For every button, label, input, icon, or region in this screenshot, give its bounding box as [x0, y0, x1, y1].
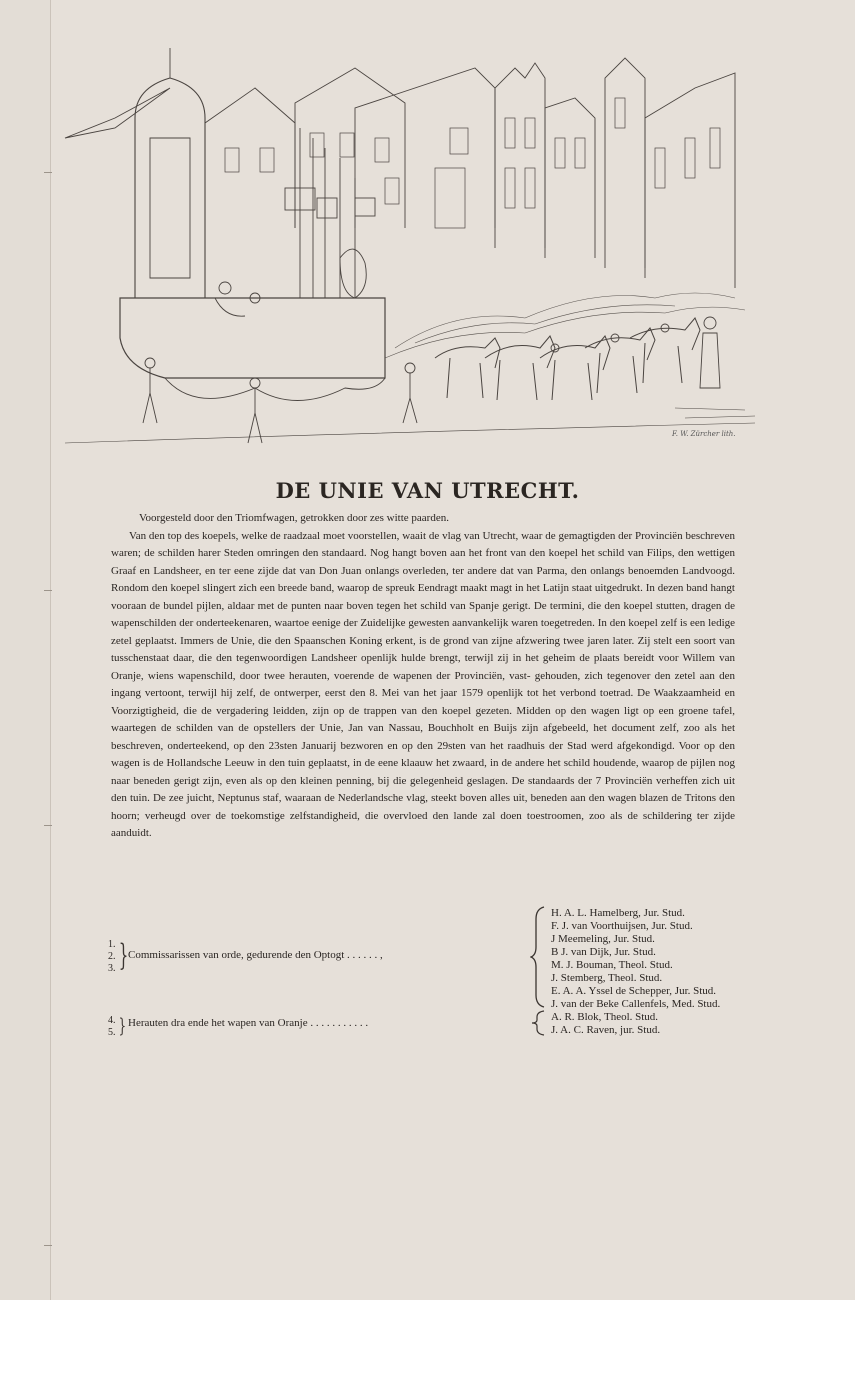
paragraph-line: gehouden, zich tegenover den zetel aan den ingang vertoont, terwijl hij zelf, de ontwerper, eerst den 8. Mei van het jaar	[111, 669, 735, 699]
group-label: Herauten dra ende het wapen van Oranje . . . . . . . . . . .	[128, 1017, 369, 1029]
list-number: 3.	[108, 963, 116, 974]
list-number: 5.	[108, 1027, 116, 1038]
paragraph-line: waarop de pijlen nog naar beneden gerigt zijn, even als op den kleinen penning, bij die gelegenheid geslagen. De standaards	[111, 757, 735, 787]
list-item: H. A. L. Hamelberg, Jur. Stud.	[551, 907, 685, 919]
paragraph-line: een soort van tusschenstaat daar, die den tegenwoordigen Landsheer openlijk hulde brengt, terwijl zij in het geheim	[111, 634, 736, 664]
brace-icon	[530, 905, 546, 1009]
list-item: J. van der Beke Callenfels, Med. Stud.	[551, 998, 721, 1010]
paragraph-line: de plaats bereidt voor Willem van Oranje, wiens wapenschild, door twee herauten, voerende de wapenen der Provinciën, vast-	[111, 652, 735, 682]
participants-list	[108, 905, 788, 1045]
list-number: 4.	[108, 1015, 116, 1026]
binding-stitch	[44, 1245, 52, 1246]
paragraph-line: boven alles uit, beneden aan den wagen blazen de Tritons den hoorn; verheugd over de toekomstige zelfstandigheid,	[111, 792, 735, 822]
paragraph-line: van den koepel gezeten. Midden op den wagen ligt op een groene tafel, waartegen de schilden van de opstellers der Unie,	[111, 704, 736, 734]
binding-stitch	[44, 590, 52, 591]
subtitle: Voorgesteld door den Triomfwagen, getrokken door zes witte paarden.	[139, 512, 449, 524]
page-bottom-margin	[0, 1300, 855, 1390]
paragraph-line: der 7 Provinciën verheffen zich uit den tuin. De zee juicht, Neptunus staf, waaraan de Nederlandsche vlag, steekt	[111, 774, 736, 804]
paragraph-line: punten naar boven tegen het schild van Spanje gerigt. De termini, die den koepel stutten, dragen de wapenschilden der	[111, 599, 736, 629]
list-item: J. Stemberg, Theol. Stud.	[551, 972, 663, 984]
paragraph-line: die overvloed den lande zal doen toestroomen, zoo als de schildering ter zijde aanduidt.	[111, 809, 736, 839]
list-item: E. A. A. Yssel de Schepper, Jur. Stud.	[551, 985, 717, 997]
adjacent-page-edge	[0, 0, 51, 1300]
list-number: 2.	[108, 951, 116, 962]
binding-stitch	[44, 825, 52, 826]
paragraph-line: de spreuk Eendragt maakt magt in het Latijn staat uitgedrukt. In dezen band hangt vooraan de bundel pijlen, aldaar met de	[111, 582, 735, 612]
list-item: J. A. C. Raven, jur. Stud.	[551, 1024, 661, 1036]
brace-icon	[530, 1009, 546, 1037]
paragraph-line: front van den koepel het schild van Filips, den wettigen Graaf en Landsheer, en ter eene zijde dat van Don Juan onlangs	[111, 547, 736, 577]
paragraph-line: Van den top des koepels, welke de raadzaal moet voorstellen, waait de vlag van Utrecht, waar de gemagtigden	[129, 529, 616, 542]
paragraph-line: onderteekenaren, waartoe eenige der Zuidelijke gewesten aanvankelijk waren toegetreden. In den koepel zelf is een ledige zetel	[111, 617, 736, 647]
list-item: M. J. Bouman, Theol. Stud.	[551, 959, 673, 971]
description-text	[111, 510, 735, 843]
paragraph-line: overleden, ter andere dat van Parma, den onlangs benoemden Landvoogd. Rondom den koepel slingert zich een breede band, waarop	[111, 564, 736, 594]
group-names	[551, 907, 720, 1011]
page-title: DE UNIE VAN UTRECHT.	[275, 478, 580, 504]
group-label: Commissarissen van orde, gedurende den Optogt . . . . . . ,	[128, 949, 383, 961]
brace-icon: }	[118, 938, 129, 973]
list-item: B J. van Dijk, Jur. Stud.	[551, 946, 656, 958]
list-number: 1.	[108, 939, 116, 950]
brace-icon: }	[118, 1013, 127, 1037]
paragraph-line: 1579 openlijk tot het verbond toetrad. De Waakzaamheid en Voorzigtigheid, die de vergadering leidden, zijn op de trappen	[111, 687, 735, 717]
triumphal-wagon-illustration	[55, 48, 760, 453]
list-item: A. R. Blok, Theol. Stud.	[551, 1011, 659, 1023]
binding-stitch	[44, 172, 52, 173]
group-names	[551, 1011, 660, 1037]
list-item: J Meemeling, Jur. Stud.	[551, 933, 655, 945]
description-paragraph	[111, 528, 735, 843]
paragraph-line: Jan van Nassau, Bouchholt en Buijs zijn afgebeeld, het document zelf, zoo als het beschreven, onderteekend, op	[111, 722, 735, 752]
paragraph-line: der Provinciën beschreven waren; de schilden harer Steden omringen den standaard. Nog hangt boven aan het	[111, 529, 735, 559]
paragraph-line: geplaatst. Immers de Unie, die den Spaanschen Koning erkent, is de grond van zijne afzwering twee jaren later. Zij stelt	[135, 634, 673, 647]
paragraph-line: den 23sten Januarij bezworen en op den 29sten van het raadhuis der Stad werd afgekondigd. Voor op den wagen is	[111, 739, 735, 769]
list-item: F. J. van Voorthuijsen, Jur. Stud.	[551, 920, 693, 932]
paragraph-line: de Hollandsche Leeuw in den tuin geplaatst, in de eene klaauw het zwaard, in de andere het schild houdende,	[153, 757, 639, 769]
lithographer-signature: F. W. Zürcher lith.	[672, 430, 736, 438]
